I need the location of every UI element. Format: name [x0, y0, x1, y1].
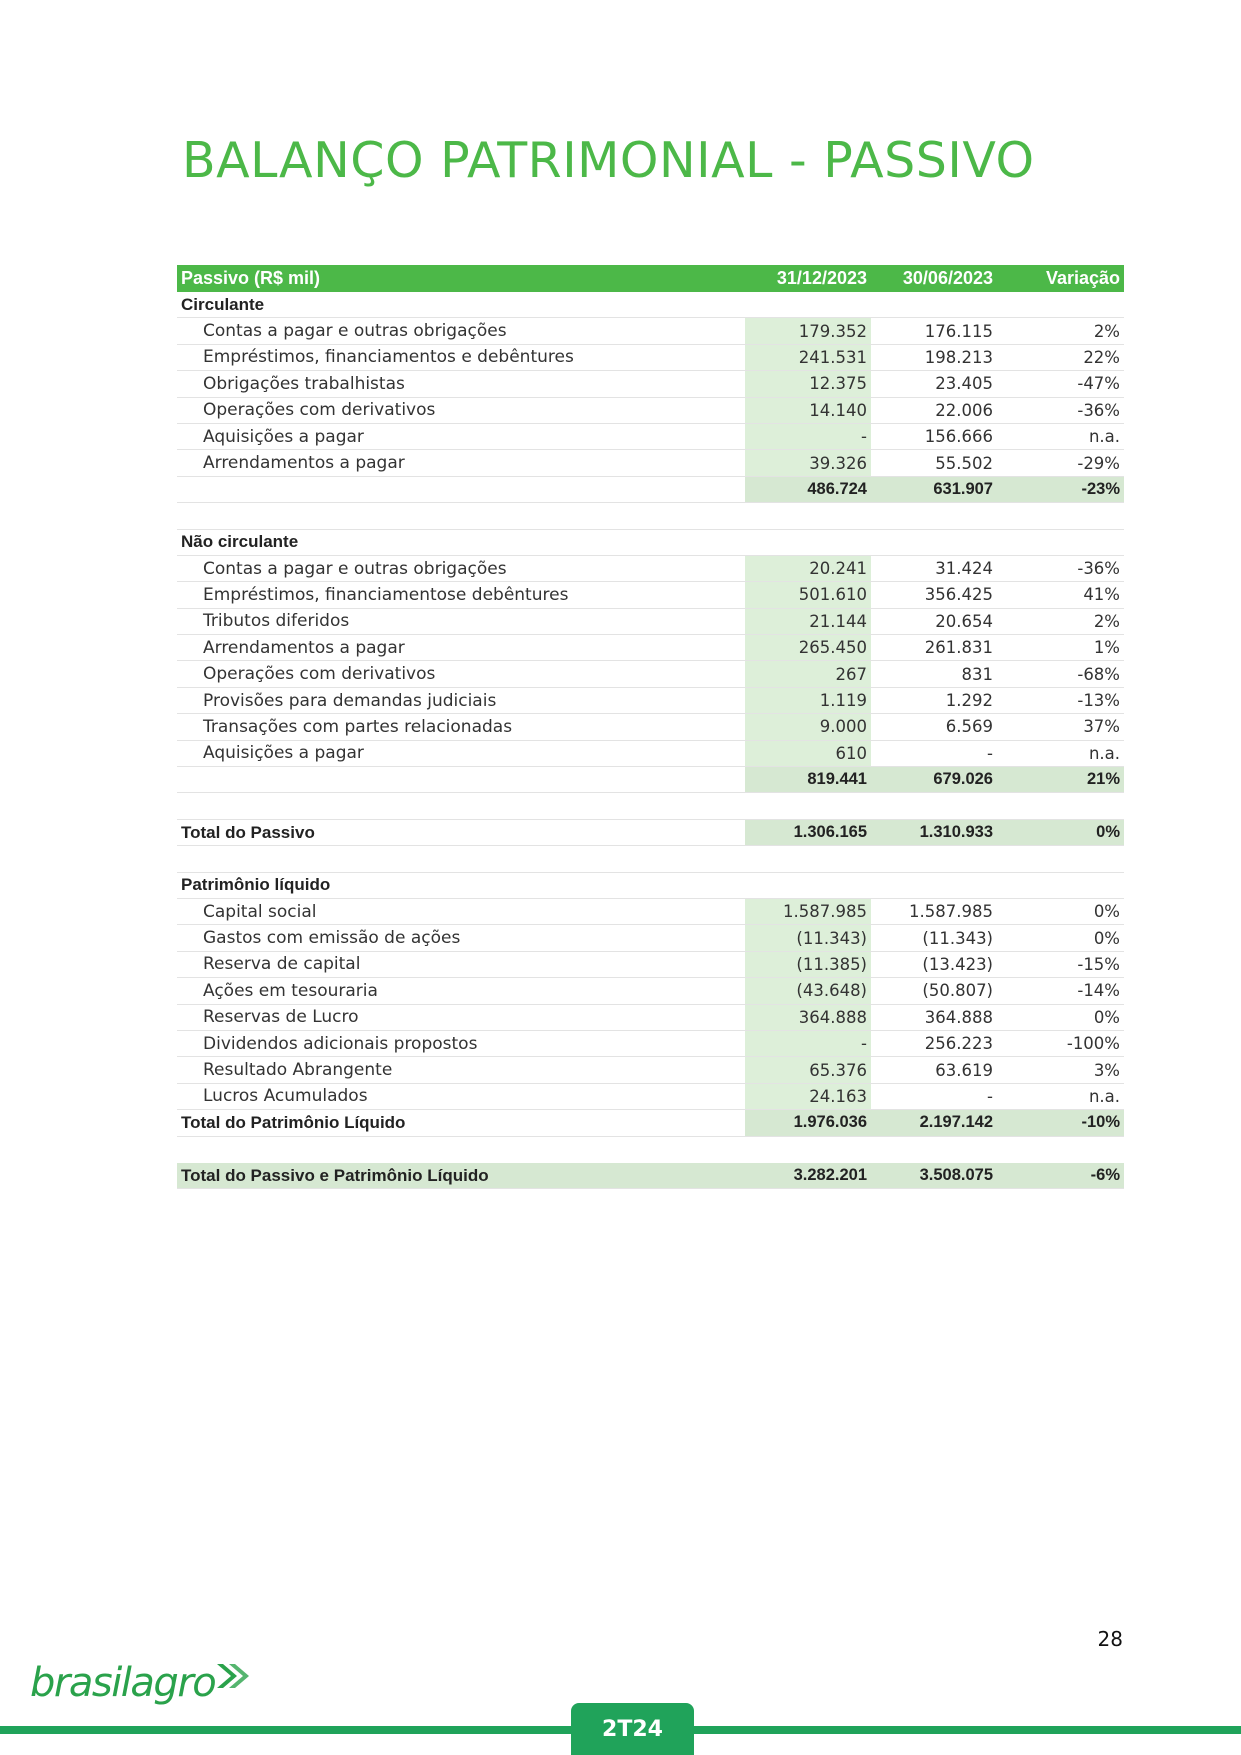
table-row — [177, 925, 1124, 951]
subtotal-v2: 679.026 — [871, 767, 997, 792]
subtotal-v2: 631.907 — [871, 477, 997, 502]
row-variation: 0% — [1093, 902, 1120, 922]
section-title: Patrimônio líquido — [181, 875, 331, 895]
logo-text: brasilagro — [30, 1660, 216, 1706]
table-row — [177, 635, 1124, 661]
total-v2: 1.310.933 — [871, 820, 997, 845]
row-value-2: 356.425 — [924, 585, 993, 605]
subtotal-v1: 486.724 — [745, 477, 871, 502]
row-variation: 2% — [1093, 321, 1120, 341]
subtotal-circulante — [177, 477, 1124, 503]
row-value-2: 55.502 — [935, 453, 993, 473]
row-value-1: 241.531 — [745, 345, 871, 370]
row-value-2: 261.831 — [924, 638, 993, 658]
row-variation: 2% — [1093, 611, 1120, 631]
subtotal-v1: 819.441 — [745, 767, 871, 792]
header-label: Passivo (R$ mil) — [181, 268, 321, 288]
row-label: Dividendos adicionais propostos — [203, 1033, 478, 1054]
row-label: Contas a pagar e outras obrigações — [203, 558, 507, 579]
row-label: Obrigações trabalhistas — [203, 373, 405, 394]
page-number: 28 — [1097, 1627, 1123, 1651]
row-value-1: 24.163 — [745, 1084, 871, 1109]
row-value-1: - — [745, 424, 871, 449]
subtotal-nao-circulante — [177, 767, 1124, 793]
table-row — [177, 450, 1124, 476]
row-value-1: (11.343) — [745, 925, 871, 950]
row-label: Provisões para demandas judiciais — [203, 690, 497, 711]
row-value-2: (13.423) — [922, 954, 993, 974]
total-v2: 3.508.075 — [871, 1163, 997, 1188]
row-label: Contas a pagar e outras obrigações — [203, 321, 507, 342]
row-value-1: 610 — [745, 741, 871, 766]
row-value-2: 1.587.985 — [909, 902, 993, 922]
row-value-1: 1.119 — [745, 688, 871, 713]
row-label: Arrendamentos a pagar — [203, 637, 405, 658]
double-chevron-icon — [213, 1658, 253, 1698]
row-value-1: 20.241 — [745, 556, 871, 581]
row-label: Aquisições a pagar — [203, 743, 364, 764]
row-label: Empréstimos, financiamentose debêntures — [203, 584, 569, 605]
row-value-1: 9.000 — [745, 714, 871, 739]
header-col3: Variação — [1045, 268, 1120, 288]
table-row — [177, 688, 1124, 714]
section-circulante — [177, 292, 1124, 318]
subtotal-var: -23% — [997, 477, 1124, 502]
row-value-2: (11.343) — [922, 928, 993, 948]
total-var: -10% — [997, 1110, 1124, 1135]
row-value-1: 21.144 — [745, 609, 871, 634]
brand-logo — [30, 1658, 253, 1708]
row-value-2: 198.213 — [924, 347, 993, 367]
row-variation: 0% — [1093, 928, 1120, 948]
table-row — [177, 978, 1124, 1004]
spacer-row — [177, 503, 1124, 529]
row-variation: n.a. — [1088, 1086, 1120, 1106]
row-variation: -100% — [1066, 1034, 1120, 1054]
total-v1: 1.976.036 — [745, 1110, 871, 1135]
row-label: Aquisições a pagar — [203, 426, 364, 447]
row-value-1: 39.326 — [745, 450, 871, 475]
balance-sheet-table — [177, 265, 1124, 1189]
row-value-1: (43.648) — [745, 978, 871, 1003]
row-value-2: 23.405 — [935, 374, 993, 394]
total-v1: 1.306.165 — [745, 820, 871, 845]
row-variation: 1% — [1093, 638, 1120, 658]
row-variation: -13% — [1077, 691, 1120, 711]
row-label: Resultado Abrangente — [203, 1060, 393, 1081]
row-value-2: 364.888 — [924, 1007, 993, 1027]
table-row — [177, 1005, 1124, 1031]
row-value-1: 501.610 — [745, 582, 871, 607]
row-value-1: 265.450 — [745, 635, 871, 660]
row-value-2: (50.807) — [922, 981, 993, 1001]
row-label: Tributos diferidos — [203, 611, 350, 632]
row-value-1: - — [745, 1031, 871, 1056]
row-variation: -29% — [1077, 453, 1120, 473]
row-variation: -47% — [1077, 374, 1120, 394]
row-variation: 22% — [1083, 347, 1120, 367]
table-row — [177, 371, 1124, 397]
row-value-1: 1.587.985 — [745, 899, 871, 924]
section-title: Não circulante — [181, 532, 299, 552]
table-row — [177, 952, 1124, 978]
total-var: -6% — [997, 1163, 1124, 1188]
table-row — [177, 345, 1124, 371]
row-variation: -14% — [1077, 981, 1120, 1001]
table-row — [177, 1057, 1124, 1083]
row-variation: -36% — [1077, 400, 1120, 420]
row-label: Gastos com emissão de ações — [203, 928, 461, 949]
spacer-row — [177, 846, 1124, 872]
row-value-1: 364.888 — [745, 1005, 871, 1030]
header-col1: 31/12/2023 — [776, 268, 867, 288]
table-header — [177, 265, 1124, 292]
row-value-1: (11.385) — [745, 952, 871, 977]
row-value-2: 1.292 — [945, 691, 993, 711]
row-value-2: 31.424 — [935, 559, 993, 579]
row-label: Lucros Acumulados — [203, 1086, 368, 1107]
spacer-row — [177, 1137, 1124, 1163]
section-nao-circulante — [177, 530, 1124, 556]
row-variation: -15% — [1077, 954, 1120, 974]
row-label: Empréstimos, financiamentos e debêntures — [203, 347, 574, 368]
row-variation: n.a. — [1088, 743, 1120, 763]
row-label: Ações em tesouraria — [203, 980, 378, 1001]
row-value-2: 20.654 — [935, 611, 993, 631]
total-label: Total do Passivo — [181, 822, 315, 842]
row-value-1: 179.352 — [745, 318, 871, 343]
table-row — [177, 398, 1124, 424]
section-patrimonio — [177, 873, 1124, 899]
header-col2: 30/06/2023 — [902, 268, 993, 288]
table-row — [177, 714, 1124, 740]
total-label: Total do Passivo e Patrimônio Líquido — [177, 1163, 745, 1188]
row-value-2: 176.115 — [924, 321, 993, 341]
table-row — [177, 424, 1124, 450]
table-row — [177, 318, 1124, 344]
table-row — [177, 1031, 1124, 1057]
row-value-1: 267 — [745, 661, 871, 686]
table-row — [177, 741, 1124, 767]
row-value-1: 12.375 — [745, 371, 871, 396]
total-patrimonio-row — [177, 1110, 1124, 1136]
page-title: BALANÇO PATRIMONIAL - PASSIVO — [182, 132, 1035, 189]
total-geral-row — [177, 1163, 1124, 1189]
subtotal-var: 21% — [997, 767, 1124, 792]
spacer-row — [177, 793, 1124, 819]
row-value-2: - — [987, 743, 993, 763]
table-row — [177, 582, 1124, 608]
row-variation: -68% — [1077, 664, 1120, 684]
total-passivo-row — [177, 820, 1124, 846]
total-v1: 3.282.201 — [745, 1163, 871, 1188]
row-value-1: 14.140 — [745, 398, 871, 423]
row-label: Transações com partes relacionadas — [203, 716, 513, 737]
row-value-2: - — [987, 1086, 993, 1106]
total-v2: 2.197.142 — [871, 1110, 997, 1135]
row-label: Operações com derivativos — [203, 400, 436, 421]
row-variation: -36% — [1077, 559, 1120, 579]
total-label: Total do Patrimônio Líquido — [181, 1112, 406, 1132]
row-label: Arrendamentos a pagar — [203, 453, 405, 474]
table-row — [177, 556, 1124, 582]
row-variation: n.a. — [1088, 427, 1120, 447]
table-row — [177, 661, 1124, 687]
total-var: 0% — [997, 820, 1124, 845]
row-value-2: 6.569 — [945, 717, 993, 737]
table-row — [177, 1084, 1124, 1110]
quarter-tag: 2T24 — [571, 1703, 694, 1755]
table-row — [177, 899, 1124, 925]
row-variation: 0% — [1093, 1007, 1120, 1027]
row-variation: 3% — [1093, 1060, 1120, 1080]
row-value-2: 256.223 — [924, 1034, 993, 1054]
row-label: Capital social — [203, 901, 317, 922]
row-label: Operações com derivativos — [203, 664, 436, 685]
row-variation: 41% — [1083, 585, 1120, 605]
section-title: Circulante — [181, 294, 265, 314]
row-value-2: 831 — [961, 664, 993, 684]
row-value-2: 22.006 — [935, 400, 993, 420]
row-label: Reserva de capital — [203, 954, 361, 975]
row-value-2: 156.666 — [924, 427, 993, 447]
table-row — [177, 609, 1124, 635]
row-value-1: 65.376 — [745, 1057, 871, 1082]
row-label: Reservas de Lucro — [203, 1007, 359, 1028]
row-value-2: 63.619 — [935, 1060, 993, 1080]
row-variation: 37% — [1083, 717, 1120, 737]
